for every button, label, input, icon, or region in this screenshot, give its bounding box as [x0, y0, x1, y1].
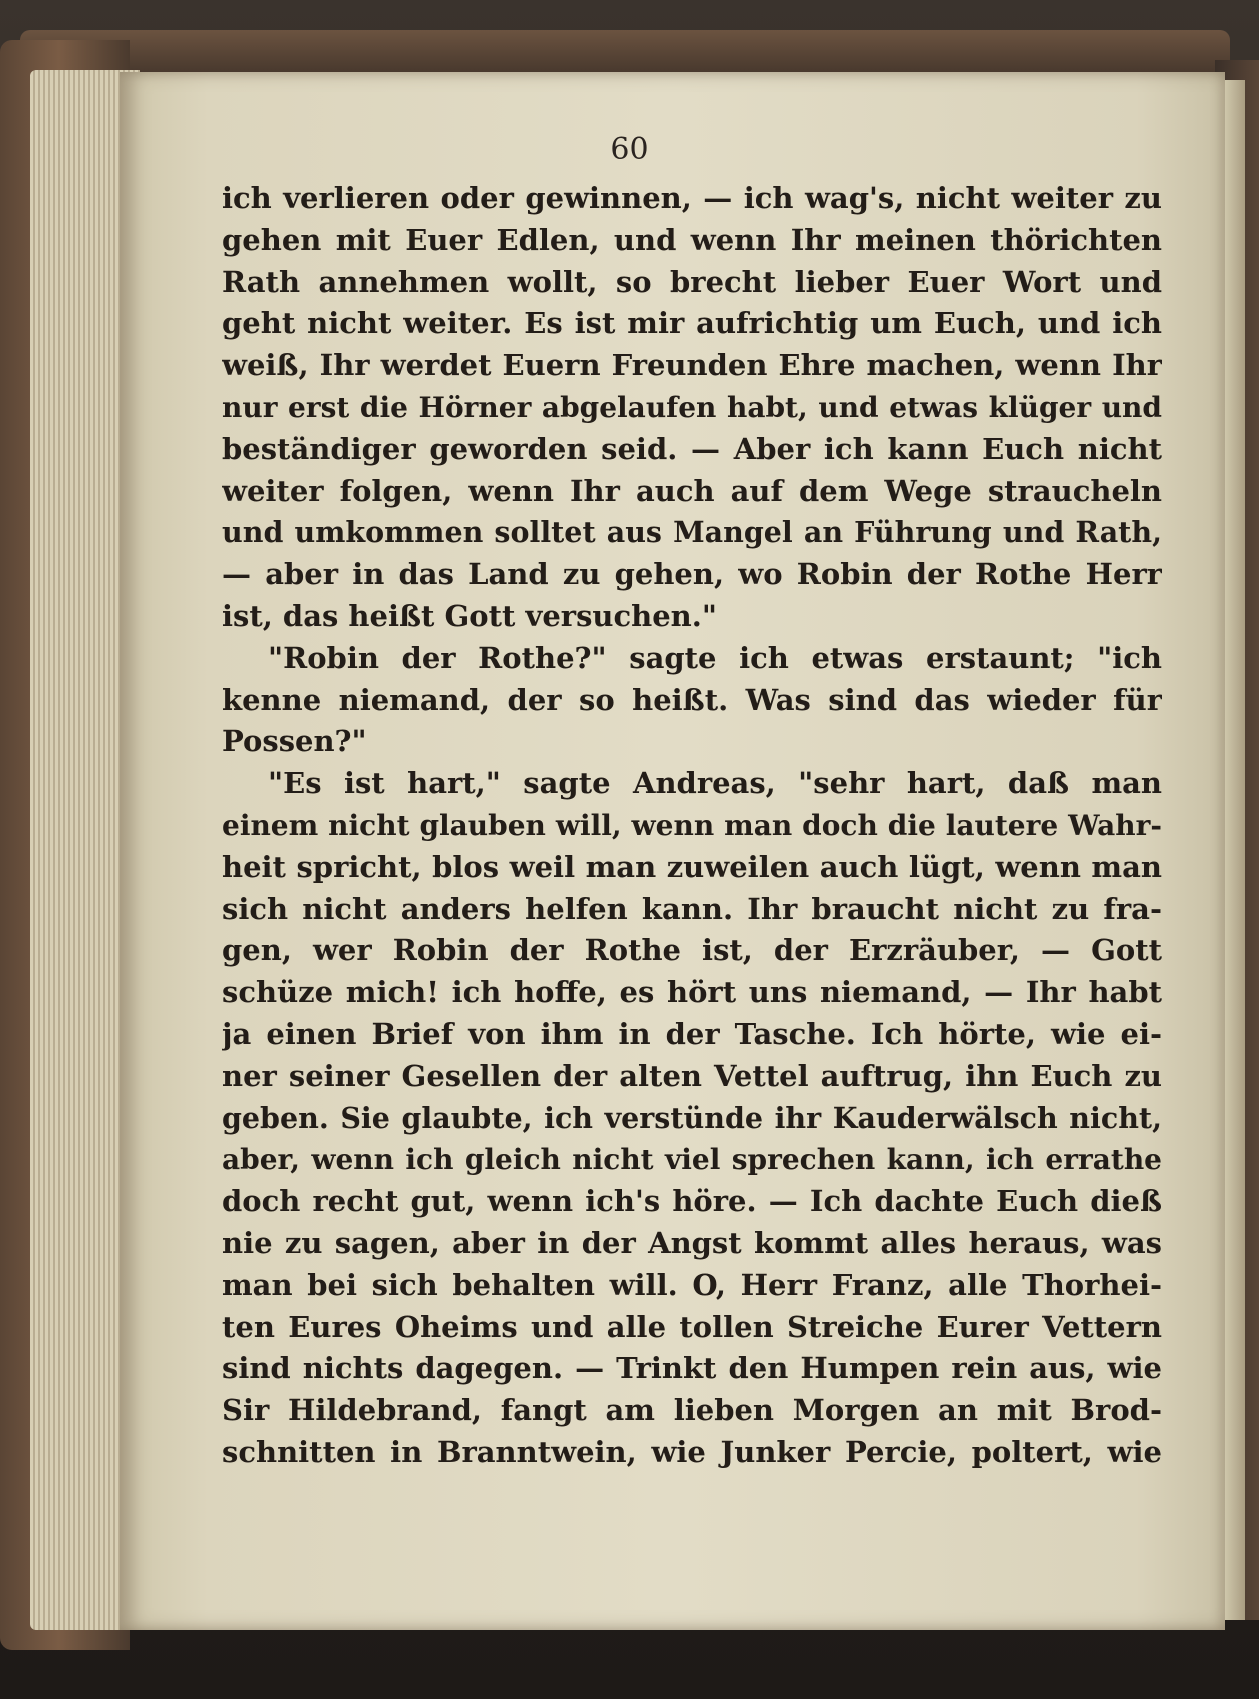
text-line: Possen?" [222, 724, 367, 759]
text-line: schnitten in Branntwein, wie Junker Percie, poltert, wie [222, 1434, 1162, 1469]
text-line: nie zu sagen, aber in der Angst kommt alles heraus, was [222, 1225, 1162, 1260]
text-line: heit spricht, blos weil man zuweilen auch lügt, wenn man [222, 849, 1162, 884]
facing-page-edge [1225, 80, 1245, 1620]
text-line: — aber in das Land zu gehen, wo Robin der Rothe Herr [222, 557, 1162, 592]
text-line: gehen mit Euer Edlen, und wenn Ihr meinen thörichten [222, 222, 1162, 257]
text-line: weiß, Ihr werdet Euern Freunden Ehre machen, wenn Ihr [222, 348, 1162, 383]
text-line: "Robin der Rothe?" sagte ich etwas erstaunt; "ich [268, 640, 1162, 675]
page-number: 60 [610, 132, 649, 167]
text-line: "Es ist hart," sagte Andreas, "sehr hart, daß man [268, 766, 1162, 801]
text-line: ten Eures Oheims und alle tollen Streiche Eurer Vettern [222, 1309, 1162, 1344]
text-line: ist, das heißt Gott versuchen." [222, 598, 717, 633]
text-line: doch recht gut, wenn ich's höre. — Ich dachte Euch dieß [222, 1184, 1162, 1219]
text-line: schüze mich! ich hoffe, es hört uns niemand, — Ihr habt [222, 975, 1162, 1010]
text-line: einem nicht glauben will, wenn man doch die lautere Wahr- [222, 808, 1162, 842]
text-line: ner seiner Gesellen der alten Vettel auftrug, ihn Euch zu [222, 1058, 1162, 1093]
text-line: geht nicht weiter. Es ist mir aufrichtig um Euch, und ich [222, 306, 1162, 341]
text-line: Sir Hildebrand, fangt am lieben Morgen an mit Brod- [222, 1393, 1162, 1428]
text-line: man bei sich behalten will. O, Herr Franz, alle Thorhei- [222, 1267, 1162, 1302]
text-line: gen, wer Robin der Rothe ist, der Erzräuber, — Gott [222, 933, 1162, 968]
text-line: kenne niemand, der so heißt. Was sind das wieder für [222, 682, 1162, 717]
text-line: nur erst die Hörner abgelaufen habt, und etwas klüger und [222, 390, 1162, 424]
text-line: geben. Sie glaubte, ich verstünde ihr Kauderwälsch nicht, [222, 1100, 1162, 1135]
text-line: und umkommen solltet aus Mangel an Führung und Rath, [222, 515, 1162, 550]
text-line: aber, wenn ich gleich nicht viel sprechen kann, ich errathe [222, 1143, 1162, 1177]
text-line: ja einen Brief von ihm in der Tasche. Ich hörte, wie ei- [222, 1016, 1162, 1051]
text-line: beständiger geworden seid. — Aber ich kann Euch nicht [222, 431, 1162, 466]
text-line: weiter folgen, wenn Ihr auch auf dem Wege straucheln [222, 473, 1162, 508]
body-text [222, 178, 1162, 1474]
text-line: sich nicht anders helfen kann. Ihr braucht nicht zu fra- [222, 891, 1162, 926]
text-line: sind nichts dagegen. — Trinkt den Humpen rein aus, wie [222, 1351, 1162, 1386]
text-line: Rath annehmen wollt, so brecht lieber Euer Wort und [222, 264, 1162, 299]
text-line: ich verlieren oder gewinnen, — ich wag's, nicht weiter zu [222, 181, 1162, 215]
